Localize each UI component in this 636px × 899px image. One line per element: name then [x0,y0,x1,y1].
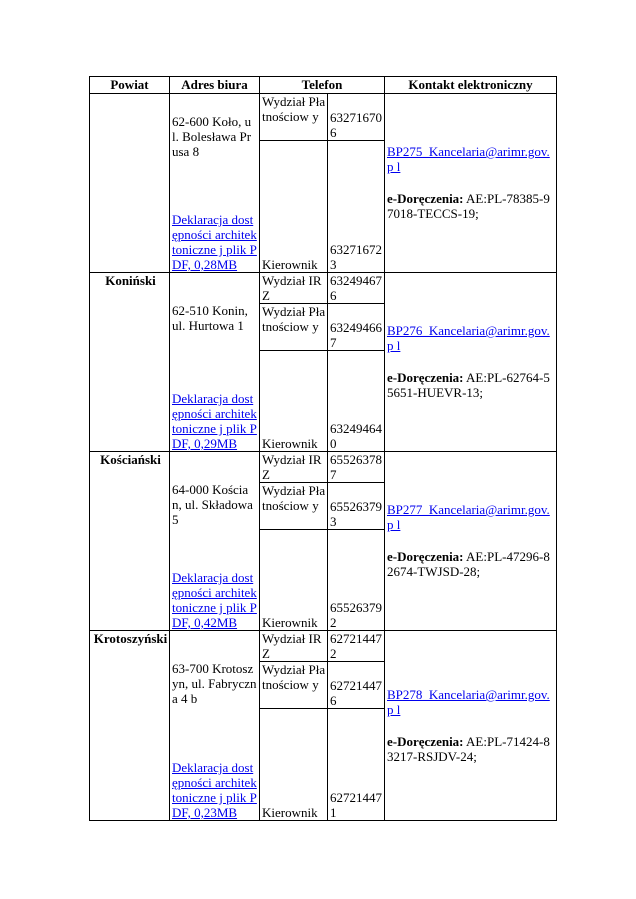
header-powiat: Powiat [90,77,170,94]
phone-dept: Wydział Płatnościow y [260,662,328,709]
phone-dept: Wydział IRZ [260,631,328,662]
header-telefon: Telefon [260,77,385,94]
phone-number: 655263793 [328,483,385,530]
e-delivery-address: AE:PL-47296-82674-TWJSD-28; [387,549,550,579]
table-header-row [90,77,557,94]
powiat-cell [90,94,170,273]
e-delivery-label: e-Doręczenia: [387,191,464,206]
address-text: 62-600 Koło, ul. Bolesława Prusa 8 [172,114,252,159]
phone-dept: Wydział IRZ [260,452,328,483]
email-link[interactable]: BP276_Kancelaria@arimr.gov.p l [387,323,550,353]
email-link[interactable]: BP275_Kancelaria@arimr.gov.p l [387,144,550,174]
contact-cell [385,94,557,273]
phone-dept: Wydział IRZ [260,273,328,304]
e-delivery-text [387,370,554,400]
header-adres: Adres biura [170,77,260,94]
contact-cell [385,631,557,821]
phone-number: 632494667 [328,304,385,351]
address-text: 63-700 Krotoszyn, ul. Fabryczna 4 b [172,661,257,706]
phone-number: 627214471 [328,709,385,821]
e-delivery-address: AE:PL-71424-83217-RSJDV-24; [387,734,550,764]
powiat-cell: Krotoszyński [90,631,170,821]
powiat-cell: Koniński [90,273,170,452]
phone-number: 627214476 [328,662,385,709]
e-delivery-label: e-Doręczenia: [387,370,464,385]
contact-cell [385,452,557,631]
email-link[interactable]: BP277_Kancelaria@arimr.gov.p l [387,502,550,532]
phone-number: 632494676 [328,273,385,304]
e-delivery-address: AE:PL-62764-55651-HUEVR-13; [387,370,550,400]
accessibility-declaration-link[interactable]: Deklaracja dostępności architektoniczne j plik PDF, 0,28MB [172,212,257,272]
e-delivery-text [387,191,554,221]
phone-dept: Kierownik [260,141,328,273]
phone-number: 627214472 [328,631,385,662]
phone-dept: Wydział Płatnościow y [260,304,328,351]
address-cell [170,452,260,631]
accessibility-declaration-link[interactable]: Deklaracja dostępności architektoniczne j plik PDF, 0,23MB [172,760,257,820]
address-text: 62-510 Konin, ul. Hurtowa 1 [172,303,248,333]
phone-number: 655263787 [328,452,385,483]
phone-number: 632716706 [328,94,385,141]
address-cell [170,631,260,821]
offices-table [89,76,557,821]
accessibility-declaration-link[interactable]: Deklaracja dostępności architektoniczne j plik PDF, 0,29MB [172,391,257,451]
email-link[interactable]: BP278_Kancelaria@arimr.gov.p l [387,687,550,717]
powiat-cell: Kościański [90,452,170,631]
table-row [90,631,557,662]
e-delivery-text [387,549,554,579]
table-row [90,452,557,483]
e-delivery-text [387,734,554,764]
table-row [90,94,557,141]
e-delivery-label: e-Doręczenia: [387,734,464,749]
accessibility-declaration-link[interactable]: Deklaracja dostępności architektoniczne j plik PDF, 0,42MB [172,570,257,630]
table-row [90,273,557,304]
phone-number: 655263792 [328,530,385,631]
address-cell [170,94,260,273]
phone-dept: Wydział Płatnościow y [260,483,328,530]
phone-number: 632716723 [328,141,385,273]
phone-dept: Wydział Płatnościow y [260,94,328,141]
phone-dept: Kierownik [260,530,328,631]
address-text: 64-000 Kościan, ul. Składowa 5 [172,482,253,527]
phone-dept: Kierownik [260,351,328,452]
phone-number: 632494640 [328,351,385,452]
contact-cell [385,273,557,452]
address-cell [170,273,260,452]
e-delivery-address: AE:PL-78385-97018-TECCS-19; [387,191,550,221]
phone-dept: Kierownik [260,709,328,821]
header-kontakt: Kontakt elektroniczny [385,77,557,94]
e-delivery-label: e-Doręczenia: [387,549,464,564]
